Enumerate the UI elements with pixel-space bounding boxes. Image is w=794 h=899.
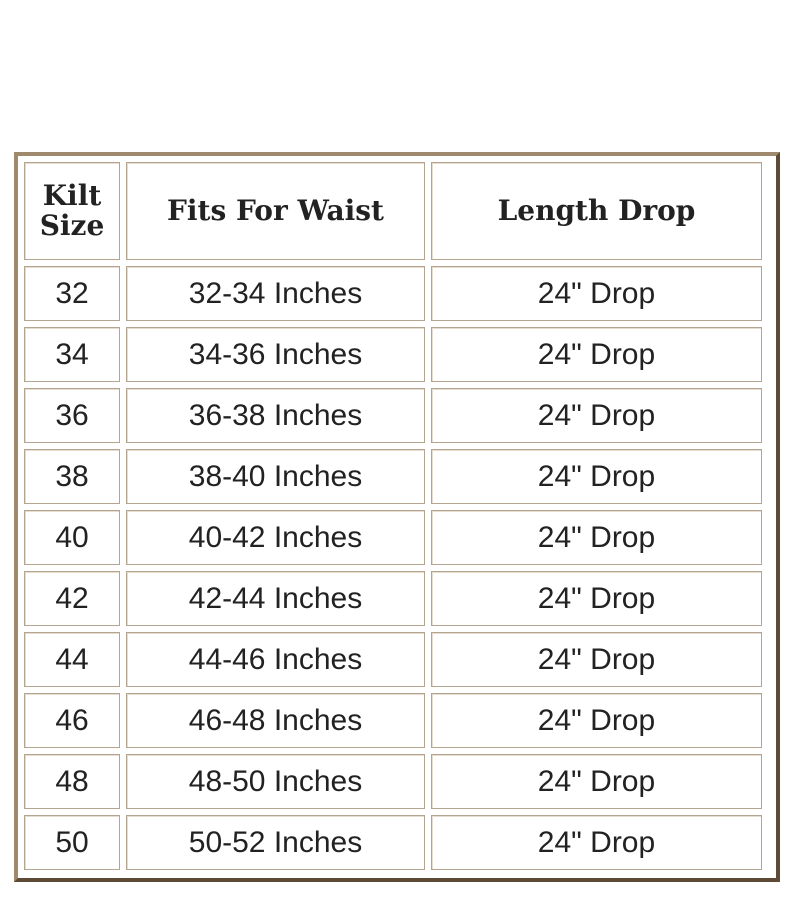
table-header-row bbox=[24, 162, 762, 260]
kilt-size-table bbox=[18, 156, 768, 876]
cell-waist: 42-44 Inches bbox=[126, 571, 425, 626]
cell-length-drop: 24" Drop bbox=[431, 754, 762, 809]
table-row bbox=[24, 510, 762, 565]
size-chart-frame bbox=[14, 152, 780, 882]
cell-waist: 32-34 Inches bbox=[126, 266, 425, 321]
header-kilt-size-line2: Size bbox=[39, 209, 105, 242]
cell-kilt-size: 44 bbox=[24, 632, 120, 687]
cell-length-drop: 24" Drop bbox=[431, 510, 762, 565]
cell-waist: 48-50 Inches bbox=[126, 754, 425, 809]
header-length-drop: Length Drop bbox=[431, 162, 762, 260]
cell-kilt-size: 46 bbox=[24, 693, 120, 748]
cell-kilt-size: 50 bbox=[24, 815, 120, 870]
cell-kilt-size: 40 bbox=[24, 510, 120, 565]
header-kilt-size bbox=[24, 162, 120, 260]
cell-waist: 38-40 Inches bbox=[126, 449, 425, 504]
cell-waist: 36-38 Inches bbox=[126, 388, 425, 443]
cell-kilt-size: 42 bbox=[24, 571, 120, 626]
cell-length-drop: 24" Drop bbox=[431, 693, 762, 748]
cell-length-drop: 24" Drop bbox=[431, 815, 762, 870]
table-row bbox=[24, 449, 762, 504]
table-row bbox=[24, 754, 762, 809]
cell-waist: 34-36 Inches bbox=[126, 327, 425, 382]
table-row bbox=[24, 693, 762, 748]
table-row bbox=[24, 266, 762, 321]
header-fits-for-waist: Fits For Waist bbox=[126, 162, 425, 260]
cell-length-drop: 24" Drop bbox=[431, 632, 762, 687]
cell-length-drop: 24" Drop bbox=[431, 327, 762, 382]
cell-kilt-size: 36 bbox=[24, 388, 120, 443]
table-row bbox=[24, 388, 762, 443]
cell-kilt-size: 34 bbox=[24, 327, 120, 382]
cell-length-drop: 24" Drop bbox=[431, 266, 762, 321]
cell-waist: 46-48 Inches bbox=[126, 693, 425, 748]
cell-kilt-size: 32 bbox=[24, 266, 120, 321]
header-kilt-size-line1: Kilt bbox=[42, 179, 102, 212]
table-row bbox=[24, 632, 762, 687]
cell-length-drop: 24" Drop bbox=[431, 449, 762, 504]
cell-length-drop: 24" Drop bbox=[431, 571, 762, 626]
table-body bbox=[24, 266, 762, 870]
cell-kilt-size: 38 bbox=[24, 449, 120, 504]
cell-kilt-size: 48 bbox=[24, 754, 120, 809]
cell-waist: 44-46 Inches bbox=[126, 632, 425, 687]
cell-waist: 50-52 Inches bbox=[126, 815, 425, 870]
table-row bbox=[24, 815, 762, 870]
table-row bbox=[24, 571, 762, 626]
cell-waist: 40-42 Inches bbox=[126, 510, 425, 565]
table-row bbox=[24, 327, 762, 382]
cell-length-drop: 24" Drop bbox=[431, 388, 762, 443]
